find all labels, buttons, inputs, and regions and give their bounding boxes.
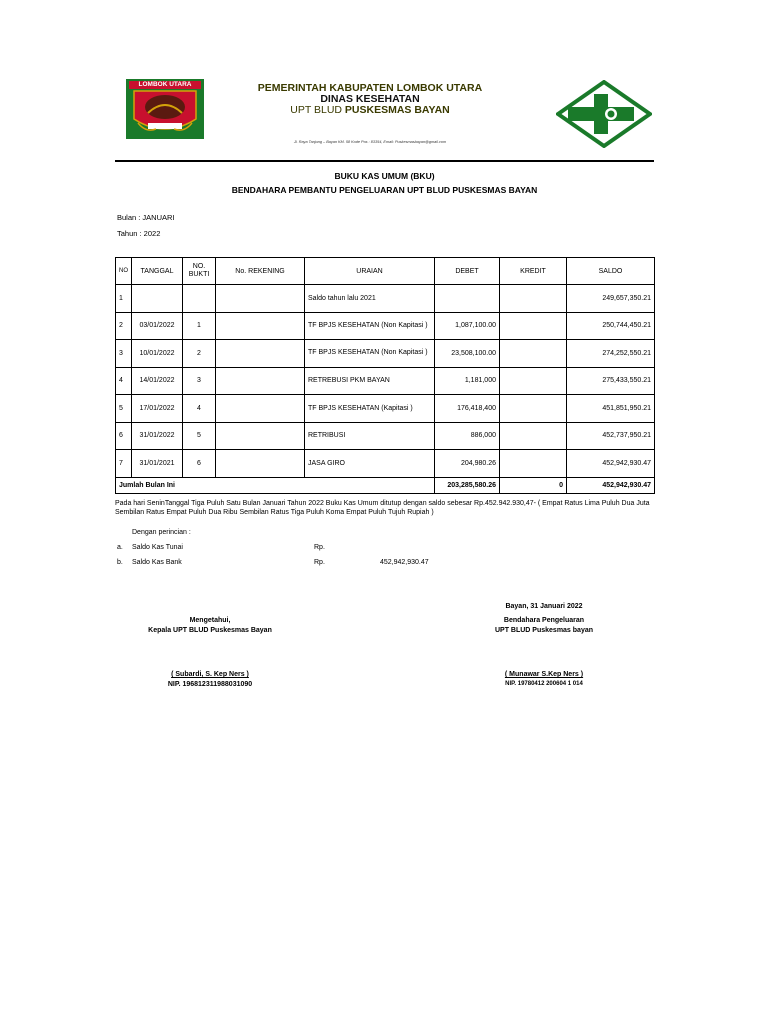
cell-kredit	[500, 450, 567, 478]
table-row	[116, 422, 655, 450]
cell-tanggal: 03/01/2022	[132, 312, 183, 340]
total-label-text: Jumlah Bulan Ini	[119, 481, 176, 489]
header-address: Jl. Raya Tanjung – Bayan KM. 58 Kode Pos : 83354, Email: Puskesmasbayan@gmail.com	[293, 140, 447, 144]
puskesmas-logo	[556, 80, 652, 148]
cell-tanggal: 17/01/2022	[132, 395, 183, 423]
cell-uraian: TF BPJS KESEHATAN (Non Kapitasi )	[305, 340, 435, 368]
col-header-bukti: NO. BUKTI	[183, 258, 216, 285]
cell-kredit	[500, 285, 567, 313]
col-header-kredit: KREDIT	[500, 258, 567, 285]
meta-tahun: Tahun : 2022	[117, 229, 161, 238]
cell-kredit	[500, 395, 567, 423]
header-unit-prefix: UPT BLUD	[290, 104, 345, 116]
cell-tanggal: 10/01/2022	[132, 340, 183, 368]
cell-debet: 204,980.26	[435, 450, 500, 478]
table-header-row	[116, 258, 655, 285]
header-unit	[180, 104, 560, 116]
total-label	[116, 477, 435, 493]
cell-debet: 886,000	[435, 422, 500, 450]
signature-left-line2: Kepala UPT BLUD Puskesmas Bayan	[148, 627, 272, 634]
cell-uraian: Saldo tahun lalu 2021	[305, 285, 435, 313]
col-header-debet: DEBET	[435, 258, 500, 285]
cell-uraian: RETREBUSI PKM BAYAN	[305, 367, 435, 395]
cell-rekening	[216, 450, 305, 478]
cell-rekening	[216, 340, 305, 368]
header-unit-name: PUSKESMAS BAYAN	[344, 104, 450, 116]
document-subtitle: BENDAHARA PEMBANTU PENGELUARAN UPT BLUD PUSKESMAS BAYAN	[231, 185, 538, 195]
header-divider	[115, 160, 654, 162]
signature-place-date: Bayan, 31 Januari 2022	[505, 603, 583, 610]
cell-debet: 23,508,100.00	[435, 340, 500, 368]
cell-bukti: 5	[183, 422, 216, 450]
signature-left-line1: Mengetahui,	[189, 617, 231, 624]
cell-bukti: 1	[183, 312, 216, 340]
signature-right-line1: Bendahara Pengeluaran	[503, 617, 585, 624]
cell-debet: 176,418,400	[435, 395, 500, 423]
cell-tanggal: 14/01/2022	[132, 367, 183, 395]
cell-saldo: 274,252,550.21	[567, 340, 655, 368]
perincian-b-letter: b.	[117, 559, 123, 566]
table-row	[116, 367, 655, 395]
col-header-tanggal: TANGGAL	[132, 258, 183, 285]
cell-tanggal	[132, 285, 183, 313]
signature-left-name: ( Subardi, S. Kep Ners )	[171, 671, 249, 678]
cell-kredit	[500, 312, 567, 340]
cell-no: 7	[116, 450, 132, 478]
cell-kredit	[500, 422, 567, 450]
cell-kredit	[500, 340, 567, 368]
cell-debet: 1,181,000	[435, 367, 500, 395]
cell-no: 5	[116, 395, 132, 423]
cell-bukti	[183, 285, 216, 313]
perincian-a-letter: a.	[117, 544, 123, 551]
cell-saldo: 275,433,550.21	[567, 367, 655, 395]
cell-rekening	[216, 312, 305, 340]
table-total-row	[116, 477, 655, 493]
cell-saldo: 250,744,450.21	[567, 312, 655, 340]
cell-rekening	[216, 367, 305, 395]
cell-debet	[435, 285, 500, 313]
bku-table	[115, 257, 655, 494]
cell-tanggal: 31/01/2022	[132, 422, 183, 450]
header-department: DINAS KESEHATAN	[320, 93, 420, 105]
col-header-no: NO	[116, 258, 132, 285]
cell-rekening	[216, 422, 305, 450]
cell-rekening	[216, 395, 305, 423]
total-kredit: 0	[500, 477, 567, 493]
meta-bulan: Bulan : JANUARI	[117, 213, 175, 222]
logo-text: LOMBOK UTARA	[138, 81, 192, 88]
col-header-rekening: No. REKENING	[216, 258, 305, 285]
cell-uraian: TF BPJS KESEHATAN (Kapitasi )	[305, 395, 435, 423]
cell-uraian: TF BPJS KESEHATAN (Non Kapitasi )	[305, 312, 435, 340]
cell-saldo: 451,851,950.21	[567, 395, 655, 423]
header-government: PEMERINTAH KABUPATEN LOMBOK UTARA	[257, 82, 483, 94]
perincian-heading: Dengan perincian :	[132, 529, 191, 536]
signature-right-nip: NIP. 19780412 200604 1 014	[505, 681, 583, 687]
table-row	[116, 450, 655, 478]
cell-saldo: 249,657,350.21	[567, 285, 655, 313]
cell-tanggal: 31/01/2021	[132, 450, 183, 478]
cell-bukti: 6	[183, 450, 216, 478]
cell-no: 6	[116, 422, 132, 450]
total-debet: 203,285,580.26	[435, 477, 500, 493]
total-saldo: 452,942,930.47	[567, 477, 655, 493]
cell-uraian: RETRIBUSI	[305, 422, 435, 450]
cell-saldo: 452,737,950.21	[567, 422, 655, 450]
perincian-b-rp: Rp.	[314, 559, 325, 566]
perincian-b-amount: 452,942,930.47	[380, 559, 429, 566]
perincian-a-label: Saldo Kas Tunai	[132, 544, 183, 551]
closing-paragraph: Pada hari SeninTanggal Tiga Puluh Satu Bulan Januari Tahun 2022 Buku Kas Umum ditutup dengan saldo sebesar Rp.452.942.930,47- ( Empat Ratus Lima Puluh Dua Juta Sembilan Ratus Empat Puluh Dua Ribu Sembilan Ratus Tiga Puluh Koma Empat Puluh Tujuh Rupiah )	[115, 500, 650, 516]
cell-rekening	[216, 285, 305, 313]
signature-right-line2: UPT BLUD Puskesmas bayan	[494, 627, 594, 634]
cell-no: 1	[116, 285, 132, 313]
table-row	[116, 395, 655, 423]
perincian-b-label: Saldo Kas Bank	[132, 559, 182, 566]
cell-bukti: 4	[183, 395, 216, 423]
cell-debet: 1,087,100.00	[435, 312, 500, 340]
table-row	[116, 340, 655, 368]
cell-uraian: JASA GIRO	[305, 450, 435, 478]
cell-no: 3	[116, 340, 132, 368]
col-header-uraian: URAIAN	[305, 258, 435, 285]
table-row	[116, 312, 655, 340]
cell-kredit	[500, 367, 567, 395]
col-header-saldo: SALDO	[567, 258, 655, 285]
signature-left-nip: NIP. 196812311988031090	[167, 681, 253, 688]
cell-bukti: 2	[183, 340, 216, 368]
perincian-a-rp: Rp.	[314, 544, 325, 551]
table-row	[116, 285, 655, 313]
cell-no: 4	[116, 367, 132, 395]
cell-bukti: 3	[183, 367, 216, 395]
document-title: BUKU KAS UMUM (BKU)	[334, 171, 435, 181]
signature-right-name: ( Munawar S.Kep Ners )	[504, 671, 584, 678]
cell-no: 2	[116, 312, 132, 340]
cell-saldo: 452,942,930.47	[567, 450, 655, 478]
